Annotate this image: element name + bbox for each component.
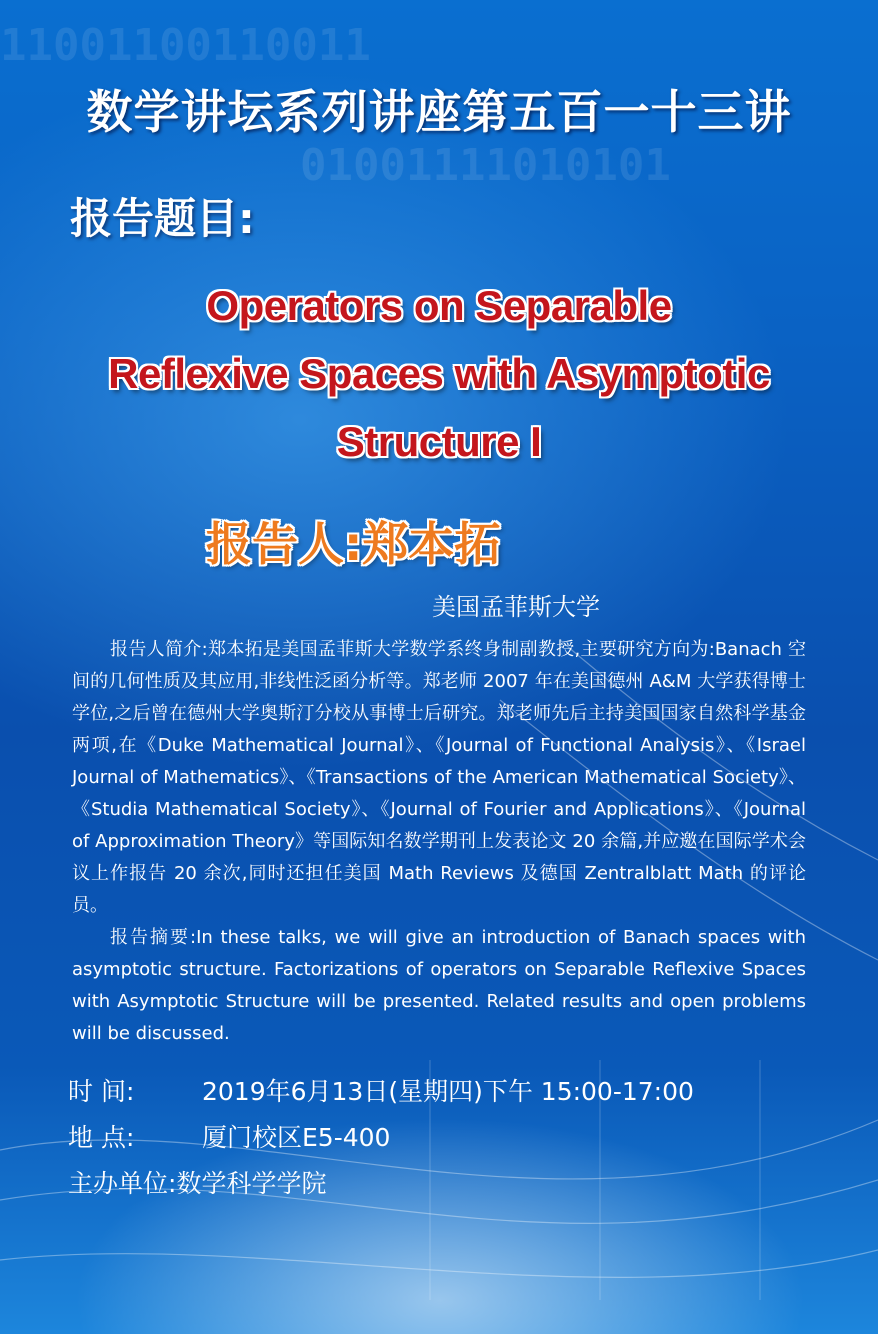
topic-label: 报告题目:	[70, 194, 255, 243]
talk-title-line-3: Structure I	[336, 418, 542, 465]
time-value: 2019年6月13日(星期四)下午 15:00-17:00	[202, 1077, 694, 1106]
light-wave-3	[0, 1250, 878, 1277]
place-row	[68, 1118, 390, 1154]
speaker-affiliation: 美国孟菲斯大学	[432, 593, 600, 621]
host-row	[68, 1164, 326, 1200]
talk-title	[40, 272, 838, 476]
place-value: 厦门校区E5-400	[202, 1123, 391, 1152]
time-row	[68, 1072, 694, 1108]
binary-pattern-middle: 01001111010101	[300, 140, 671, 191]
host-label: 主办单位:	[68, 1169, 177, 1198]
place-label: 地 点:	[68, 1123, 135, 1152]
talk-abstract: 报告摘要:In these talks, we will give an introduction of Banach spaces with asymptotic structure. Factorizations of operators on Separable Reflexive Spaces with Asymptotic Structure will be presented. Related results and open problems will be discussed.	[72, 927, 806, 1044]
series-title: 数学讲坛系列讲座第五百一十三讲	[86, 85, 792, 139]
description	[72, 634, 806, 1050]
talk-title-line-1: Operators on Separable	[206, 282, 672, 329]
speaker-name: 报告人:郑本拓	[206, 517, 501, 571]
time-label: 时 间:	[68, 1077, 135, 1106]
host-value: 数学科学学院	[176, 1169, 327, 1198]
speaker-bio: 报告人简介:郑本拓是美国孟菲斯大学数学系终身制副教授,主要研究方向为:Banach 空间的几何性质及其应用,非线性泛函分析等。郑老师 2007 年在美国德州 A&M 大学获得博士学位,之后曾在德州大学奥斯汀分校从事博士后研究。郑老师先后主持美国国家自然科学基金两项,在《Duke Mathematical Journal》、《Journal of Functional Analysis》、《Israel Journal of Mathematics》、《Transactions of the American Mathematical Society》、《Studia Mathematical Society》、《Journal of Fourier and Applications》、《Journal of Approximation Theory》等国际知名数学期刊上发表论文 20 余篇,并应邀在国际学术会议上作报告 20 余次,同时还担任美国 Math Reviews 及德国 Zentralblatt Math 的评论员。	[72, 639, 806, 916]
talk-title-line-2: Reflexive Spaces with Asymptotic	[108, 350, 770, 397]
binary-pattern-top: 11001100110011	[0, 20, 371, 71]
